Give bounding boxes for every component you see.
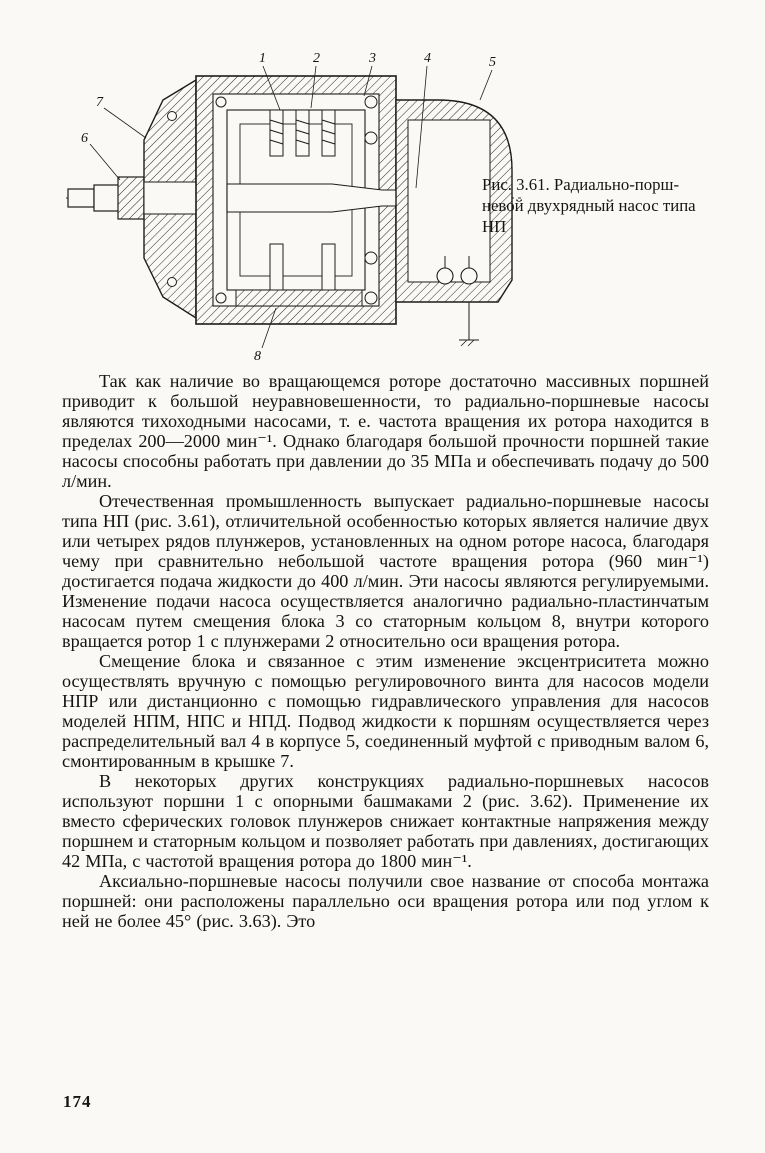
callout-6: 6	[81, 131, 88, 146]
end-cover	[144, 80, 196, 318]
paragraph-5: Аксиально-поршневые насосы получили свое название от способа монтажа поршней: они расположены параллельно оси вращения ротора или под углом к ней не более 45° (рис. 3.63). Это	[62, 871, 709, 931]
figure-caption-line1: Рис. 3.61. Радиально-порш-	[482, 175, 680, 194]
paragraph-1: Так как наличие во вращающемся роторе достаточно массивных поршней приводит к большой неуравновешенности, то радиально-поршневые насосы являются тихоходными насосами, т. е. частота вращения их ротора находится в пределах 200—2000 мин⁻¹. Однако благодаря большой прочности поршней такие насосы способны работать при давлении до 35 МПа и обеспечивать подачу до 500 л/мин.	[62, 371, 709, 491]
figure-caption-line2: невой двухрядный насос типа	[482, 196, 696, 215]
stator-ring	[236, 290, 362, 306]
pump-cross-section-diagram	[64, 46, 526, 368]
figure-caption-line3: НП	[482, 217, 507, 236]
paragraph-4: В некоторых других конструкциях радиально-поршневых насосов используют поршни 1 с опорными башмаками 2 (рис. 3.62). Применение их вместо сферических головок плунжеров снижает контактные напряжения между поршнем и статорным кольцом и позволяет работать при давлениях, достигающих 42 МПа, с частотой вращения ротора до 1800 мин⁻¹.	[62, 771, 709, 871]
callout-1: 1	[259, 51, 266, 66]
callout-2: 2	[313, 51, 320, 66]
body-text	[62, 371, 709, 931]
callout-7: 7	[96, 95, 103, 110]
callout-3: 3	[369, 51, 376, 66]
drive-shaft	[68, 177, 144, 219]
page-number: 174	[63, 1092, 92, 1111]
paragraph-2: Отечественная промышленность выпускает радиально-поршневые насосы типа НП (рис. 3.61), отличительной особенностью которых является наличие двух или четырех рядов плунжеров, установленных на одном роторе насоса, благодаря чему при сравнительно небольшой частоте вращения ротора (960 мин⁻¹) достигается подача жидкости до 400 л/мин. Эти насосы являются регулируемыми. Изменение подачи насоса осуществляется аналогично радиально-пластинчатым насосам путем смещения блока 3 со статорным кольцом 8, внутри которого вращается ротор 1 с плунжерами 2 относительно оси вращения ротора.	[62, 491, 709, 651]
callout-8: 8	[254, 349, 261, 364]
callout-5: 5	[489, 55, 496, 70]
paragraph-3: Смещение блока и связанное с этим изменение эксцентриситета можно осуществлять вручную с помощью регулировочного винта для насосов модели НПР или дистанционно с помощью гидравлического управления для насосов моделей НПМ, НПС и НПД. Подвод жидкости к поршням осуществляется через распределительный вал 4 в корпусе 5, соединенный муфтой с приводным валом 6, смонтированным в крышке 7.	[62, 651, 709, 771]
plungers-upper	[270, 110, 335, 156]
figure-caption	[482, 174, 718, 237]
figure-3-61	[58, 46, 713, 372]
callout-4: 4	[424, 51, 431, 66]
